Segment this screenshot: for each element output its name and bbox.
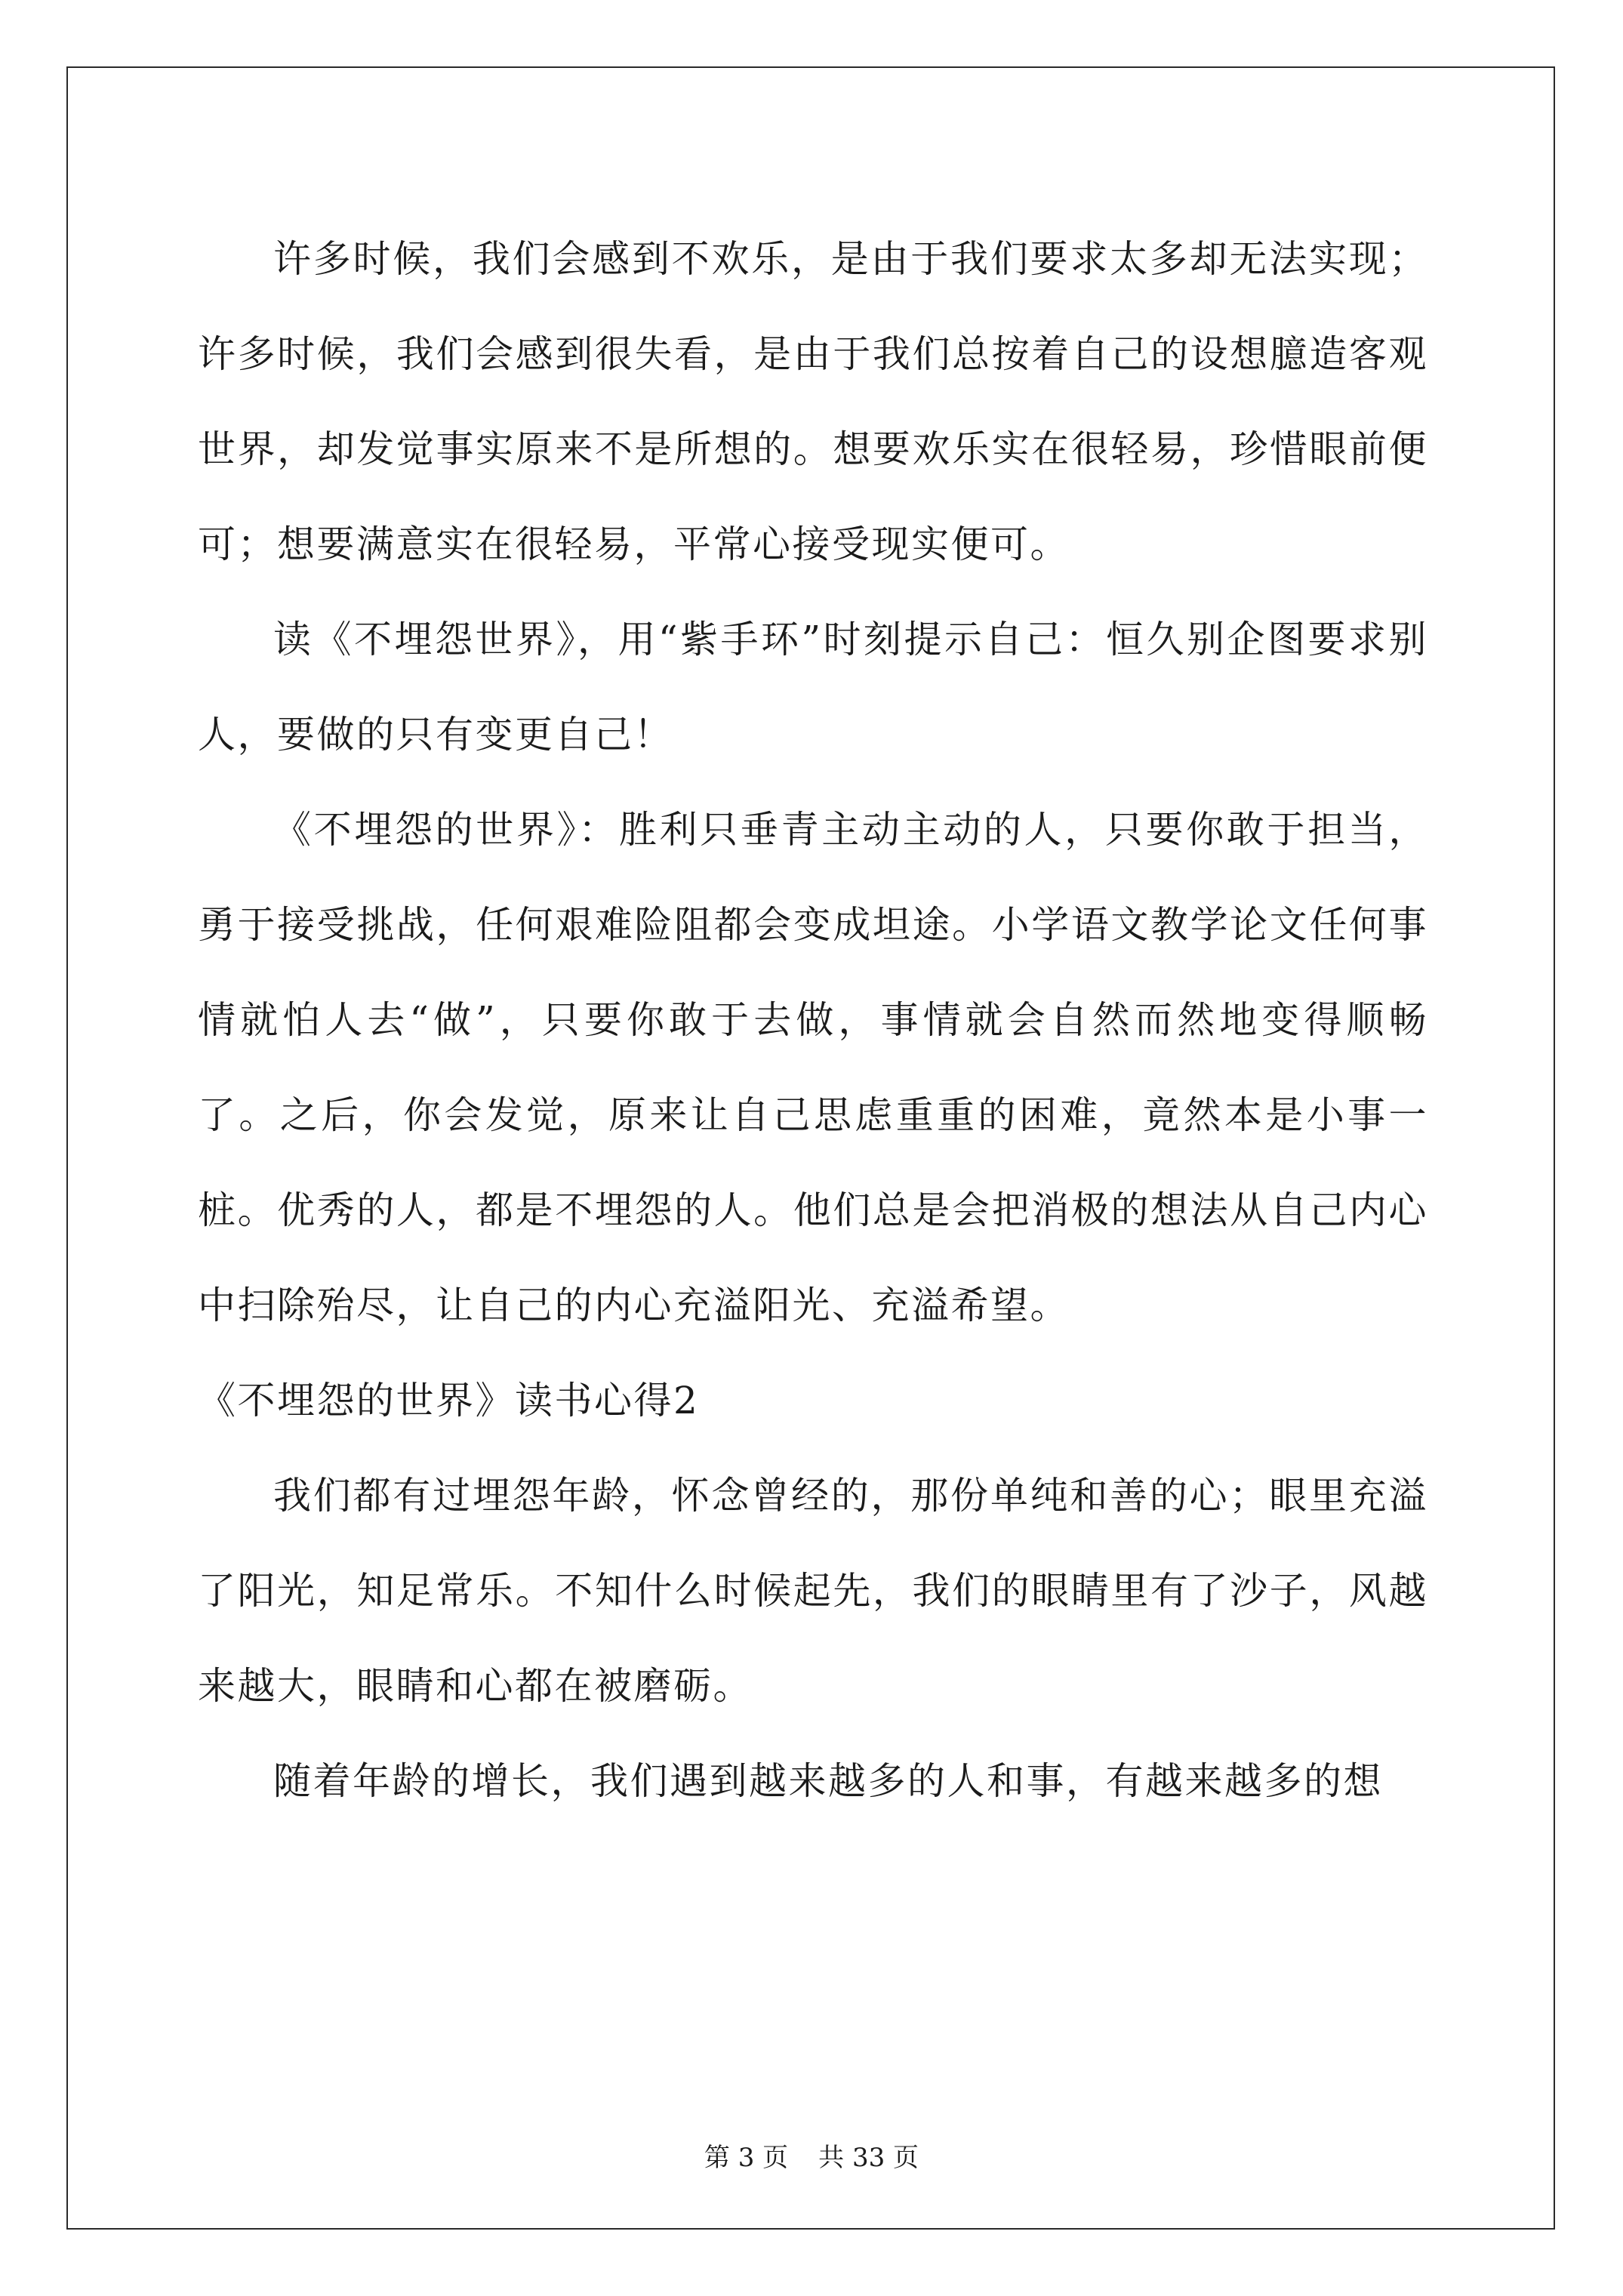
section-heading: 《不埋怨的世界》读书心得2 (198, 1379, 700, 1422)
paragraph: 许多时候，我们会感到不欢乐，是由于我们要求太多却无法实现；许多时候，我们会感到很失看，是由于我们总按着自己的设想臆造客观世界，却发觉事实原来不是所想的。想要欢乐实在很轻易，珍惜眼前便可；想要满意实在很轻易，平常心接受现实便可。 (198, 237, 1428, 566)
page-number: 第 3 页 (704, 2143, 789, 2173)
paragraph: 《不埋怨的世界》：胜利只垂青主动主动的人，只要你敢于担当，勇于接受挑战，任何艰难险阻都会变成坦途。小学语文教学论文任何事情就怕人去“做”，只要你敢于去做，事情就会自然而然地变得顺畅了。之后，你会发觉，原来让自己思虑重重的困难，竟然本是小事一桩。优秀的人，都是不埋怨的人。他们总是会把消极的想法从自己内心中扫除殆尽，让自己的内心充溢阳光、充溢希望。 (198, 808, 1428, 1327)
page-total: 共 33 页 (818, 2143, 919, 2173)
page-footer (0, 2143, 1623, 2173)
paragraph: 我们都有过埋怨年龄，怀念曾经的，那份单纯和善的心；眼里充溢了阳光，知足常乐。不知什么时候起先，我们的眼睛里有了沙子，风越来越大，眼睛和心都在被磨砺。 (198, 1474, 1428, 1708)
paragraph: 读《不埋怨世界》，用“紫手环”时刻提示自己：恒久别企图要求别人，要做的只有变更自己！ (198, 618, 1428, 757)
document-body (198, 211, 1428, 1829)
paragraph: 随着年龄的增长，我们遇到越来越多的人和事，有越来越多的想 (273, 1759, 1383, 1803)
